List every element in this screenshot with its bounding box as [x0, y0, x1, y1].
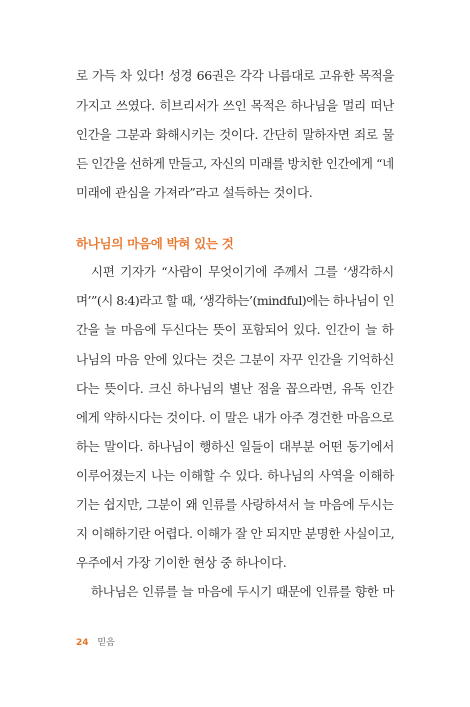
paragraph-2-line-1: 시편 기자가 “사람이 무엇이기에 주께서 그를 ‘생각하시 — [91, 264, 394, 279]
page-footer — [76, 635, 115, 648]
paragraph-2-line-6: 에게 약하시다는 것이다. 이 말은 내가 아주 경건한 마음으로 — [76, 410, 394, 425]
paragraph-1-line-2: 가지고 쓰였다. 히브리서가 쓰인 목적은 하나님을 멀리 떠난 — [76, 98, 394, 113]
paragraph-1-line-3: 인간을 그분과 화해시키는 것이다. 간단히 말하자면 죄로 물 — [76, 127, 394, 142]
paragraph-3-line-1: 하나님은 인류를 늘 마음에 두시기 때문에 인류를 향한 마 — [91, 584, 395, 599]
section-heading: 하나님의 마음에 박혀 있는 것 — [76, 236, 234, 251]
paragraph-2-line-3: 간을 늘 마음에 두신다는 뜻이 포함되어 있다. 인간이 늘 하 — [76, 322, 394, 337]
paragraph-2-line-10: 지 이해하기란 어렵다. 이해가 잘 안 되지만 분명한 사실이고, — [76, 526, 395, 541]
paragraph-2-line-2: 며’”(시 8:4)라고 할 때, ‘생각하는’(mindful)에는 하나님이 인 — [76, 293, 395, 308]
paragraph-1-line-1: 로 가득 차 있다! 성경 66권은 각각 나름대로 고유한 목적을 — [76, 68, 395, 83]
paragraph-1-line-4: 든 인간을 선하게 만들고, 자신의 미래를 방치한 인간에게 “네 — [76, 156, 394, 171]
paragraph-2-line-8: 이루어졌는지 나는 이해할 수 있다. 하나님의 사역을 이해하 — [76, 468, 394, 483]
running-title: 믿음 — [97, 638, 115, 648]
paragraph-2-line-7: 하는 말이다. 하나님이 행하신 일들이 대부분 어떤 동기에서 — [76, 439, 394, 454]
paragraph-2-line-4: 나님의 마음 안에 있다는 것은 그분이 자꾸 인간을 기억하신 — [76, 352, 394, 367]
paragraph-2-line-9: 기는 쉽지만, 그분이 왜 인류를 사랑하셔서 늘 마음에 두시는 — [76, 497, 394, 512]
paragraph-1-line-5: 미래에 관심을 가져라”라고 설득하는 것이다. — [76, 185, 313, 200]
page-number: 24 — [76, 638, 89, 648]
paragraph-2-line-11: 우주에서 가장 기이한 현상 중 하나이다. — [76, 555, 287, 570]
paragraph-2-line-5: 다는 뜻이다. 크신 하나님의 별난 점을 꼽으라면, 유독 인간 — [76, 381, 394, 396]
